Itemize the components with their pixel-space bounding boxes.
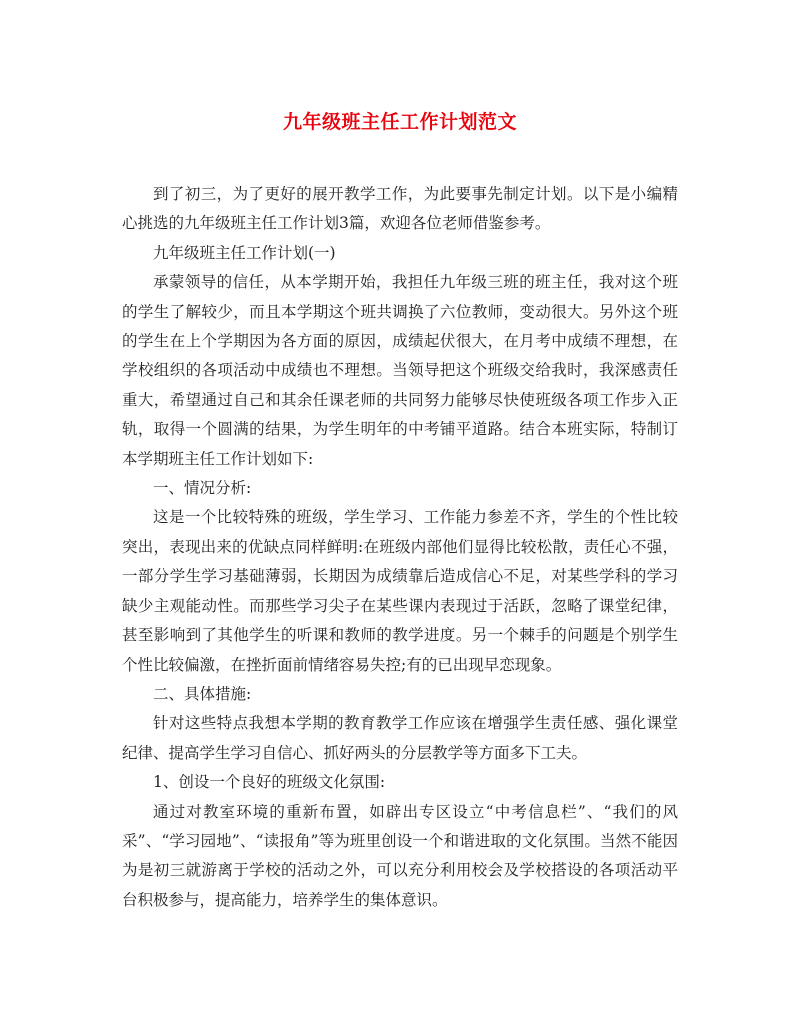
intro-paragraph: 到了初三，为了更好的展开教学工作，为此要事先制定计划。以下是小编精心挑选的九年级班主任工作计划3篇，欢迎各位老师借鉴参考。 xyxy=(122,185,678,233)
body-paragraph: 针对这些特点我想本学期的教育教学工作应该在增强学生责任感、强化课堂纪律、提高学生学习自信心、抓好两头的分层教学等方面多下工夫。 xyxy=(122,714,678,762)
document-body xyxy=(122,180,678,915)
body-paragraph: 通过对教室环境的重新布置，如辟出专区设立“中考信息栏”、“我们的风采”、“学习园地”、“读报角”等为班里创设一个和谐进取的文化氛围。当然不能因为是初三就游离于学校的活动之外，可以充分利用校会及学校搭设的各项活动平台积极参与，提高能力，培养学生的集体意识。 xyxy=(122,802,678,909)
section-heading-measures: 二、具体措施: xyxy=(153,684,252,703)
section-heading-plan-one: 九年级班主任工作计划(一) xyxy=(153,243,336,262)
document-title: 九年级班主任工作计划范文 xyxy=(282,111,517,133)
body-paragraph: 承蒙领导的信任，从本学期开始，我担任九年级三班的班主任，我对这个班的学生了解较少，而且本学期这个班共调换了六位教师，变动很大。另外这个班的学生在上个学期因为各方面的原因，成绩起伏很大，在月考中成绩不理想，在学校组织的各项活动中成绩也不理想。当领导把这个班级交给我时，我深感责任重大，希望通过自己和其余任课老师的共同努力能够尽快使班级各项工作步入正轨，取得一个圆满的结果，为学生明年的中考铺平道路。结合本班实际，特制订本学期班主任工作计划如下: xyxy=(122,273,678,468)
sub-heading-culture: 1、创设一个良好的班级文化氛围: xyxy=(153,773,386,792)
section-heading-analysis: 一、情况分析: xyxy=(153,479,252,498)
body-paragraph: 这是一个比较特殊的班级，学生学习、工作能力参差不齐，学生的个性比较突出，表现出来的优缺点同样鲜明:在班级内部他们显得比较松散，责任心不强，一部分学生学习基础薄弱，长期因为成绩靠后造成信心不足，对某些学科的学习缺少主观能动性。而那些学习尖子在某些课内表现过于活跃，忽略了课堂纪律，甚至影响到了其他学生的听课和教师的教学进度。另一个棘手的问题是个别学生个性比较偏激，在挫折面前情绪容易失控;有的已出现早恋现象。 xyxy=(122,508,678,674)
